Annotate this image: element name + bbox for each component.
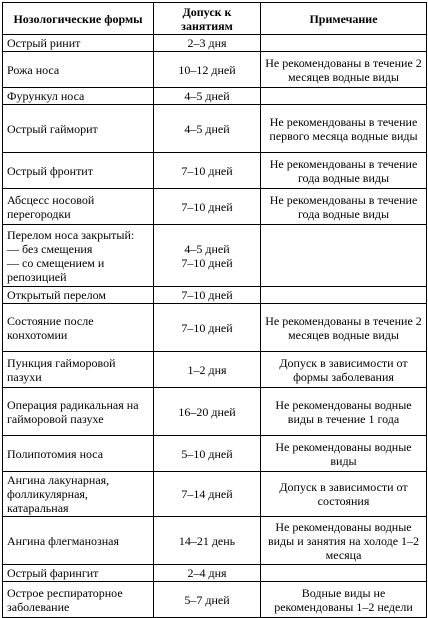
- admission-cell: [154, 352, 261, 388]
- table-row: [3, 436, 427, 472]
- nosology-cell: [3, 105, 154, 153]
- note-cell: [261, 88, 427, 105]
- admission-cell-line: 5–7 дней: [184, 592, 230, 607]
- admission-table: [2, 2, 427, 618]
- table-row: [3, 287, 427, 304]
- nosology-cell: [3, 153, 154, 189]
- admission-cell-line: 7–10 дней: [181, 320, 233, 335]
- nosology-cell-line: Открытый перелом: [7, 288, 106, 302]
- nosology-cell: [3, 189, 154, 225]
- note-cell: [261, 225, 427, 287]
- admission-cell: [154, 436, 261, 472]
- nosology-cell-line: Пункция гайморовой пазухи: [7, 355, 116, 384]
- admission-cell-line: 7–14 дней: [181, 487, 233, 501]
- note-cell: Водные виды не рекомендованы 1–2 недели: [261, 582, 427, 618]
- nosology-cell: [3, 582, 154, 618]
- note-cell: [261, 565, 427, 582]
- nosology-cell-line: Операция радикальная на гайморовой пазухе: [7, 397, 139, 426]
- nosology-cell-line: Полипотомия носа: [7, 446, 104, 461]
- table-row: [3, 35, 427, 52]
- note-cell: Не рекомендованы водные виды в течение 1 года: [261, 388, 427, 436]
- nosology-cell: [3, 35, 154, 52]
- table-row: [3, 88, 427, 105]
- admission-cell: [154, 189, 261, 225]
- header-nosology: Нозологические формы: [3, 3, 154, 35]
- admission-cell-line: 10–12 дней: [178, 62, 236, 77]
- admission-cell: [154, 153, 261, 189]
- nosology-cell-line: Острый фронтит: [7, 163, 93, 178]
- table-row: [3, 517, 427, 565]
- note-cell: Допуск в зависимости от формы заболевания: [261, 352, 427, 388]
- admission-cell: [154, 582, 261, 618]
- admission-cell: [154, 304, 261, 352]
- table-row: [3, 225, 427, 287]
- note-cell: Не рекомендованы водные виды и занятия на холоде 1–2 месяца: [261, 517, 427, 565]
- nosology-cell: [3, 388, 154, 436]
- nosology-cell: [3, 52, 154, 88]
- admission-cell-line: 7–10 дней: [181, 199, 233, 214]
- admission-cell: [154, 88, 261, 105]
- nosology-cell: [3, 352, 154, 388]
- nosology-cell: [3, 304, 154, 352]
- nosology-cell: [3, 287, 154, 304]
- note-cell: [261, 287, 427, 304]
- admission-cell: [154, 565, 261, 582]
- nosology-cell-line: Ангина флегманозная: [7, 533, 120, 548]
- admission-cell-line: 7–10 дней: [181, 255, 233, 270]
- admission-cell-line: 4–5 дней: [184, 241, 230, 256]
- nosology-cell-line: Острый гайморит: [7, 121, 98, 136]
- table-row: [3, 582, 427, 618]
- note-cell: Допуск в зависимости от состояния: [261, 472, 427, 517]
- admission-cell: [154, 35, 261, 52]
- nosology-cell-line: — без смещения: [7, 241, 93, 256]
- header-row: [3, 3, 427, 35]
- note-cell: Не рекомендованы в течение года водные виды: [261, 189, 427, 225]
- header-note: Примечание: [261, 3, 427, 35]
- nosology-cell: [3, 517, 154, 565]
- nosology-cell-line: Острое респираторное заболевание: [7, 585, 123, 614]
- admission-cell: [154, 105, 261, 153]
- admission-cell-line: 16–20 дней: [178, 404, 236, 419]
- nosology-cell-line: Острый фарингит: [7, 566, 99, 580]
- admission-cell: [154, 287, 261, 304]
- table-row: [3, 189, 427, 225]
- admission-cell: [154, 225, 261, 287]
- nosology-cell: [3, 225, 154, 287]
- admission-cell-line: 2–3 дня: [187, 36, 227, 50]
- nosology-cell: [3, 88, 154, 105]
- table-row: [3, 153, 427, 189]
- table-row: [3, 565, 427, 582]
- nosology-cell-line: Фурункул носа: [7, 89, 85, 103]
- nosology-cell: [3, 436, 154, 472]
- table-row: [3, 472, 427, 517]
- nosology-cell-line: Абсцесс носовой перегородки: [7, 192, 95, 221]
- nosology-cell-line: Острый ринит: [7, 36, 81, 50]
- nosology-cell: [3, 565, 154, 582]
- admission-cell: [154, 52, 261, 88]
- table-row: [3, 352, 427, 388]
- admission-cell-line: 7–10 дней: [181, 288, 233, 302]
- admission-cell-line: 2–4 дня: [187, 566, 227, 580]
- admission-cell-line: 14–21 день: [178, 533, 236, 548]
- note-cell: Не рекомендованы в течение 2 месяцев водные виды: [261, 52, 427, 88]
- admission-cell: [154, 472, 261, 517]
- nosology-cell: [3, 472, 154, 517]
- note-cell: Не рекомендованы водные виды: [261, 436, 427, 472]
- nosology-cell-line: Ангина лакунарная, фолликулярная, катаральная: [7, 473, 110, 515]
- note-cell: Не рекомендованы в течение года водные виды: [261, 153, 427, 189]
- table-row: [3, 304, 427, 352]
- nosology-cell-line: — со смещением и репозицией: [7, 255, 105, 284]
- admission-cell-line: 4–5 дней: [184, 89, 230, 103]
- nosology-cell-line: Перелом носа закрытый:: [7, 227, 135, 242]
- table-row: [3, 388, 427, 436]
- admission-cell: [154, 388, 261, 436]
- admission-cell: [154, 517, 261, 565]
- admission-cell-line: 5–10 дней: [181, 446, 233, 461]
- admission-cell-line: 7–10 дней: [181, 163, 233, 178]
- admission-cell-line: 4–5 дней: [184, 121, 230, 136]
- admission-cell-line: 1–2 дня: [187, 362, 227, 377]
- nosology-cell-line: Состояние после конхотомии: [7, 313, 94, 342]
- nosology-cell-line: Рожа носа: [7, 62, 60, 77]
- note-cell: Не рекомендованы в течение 2 месяцев водные виды: [261, 304, 427, 352]
- note-cell: [261, 35, 427, 52]
- table-row: [3, 105, 427, 153]
- note-cell: Не рекомендованы в течение первого месяца водные виды: [261, 105, 427, 153]
- table-row: [3, 52, 427, 88]
- header-admission: Допуск к занятиям: [154, 3, 261, 35]
